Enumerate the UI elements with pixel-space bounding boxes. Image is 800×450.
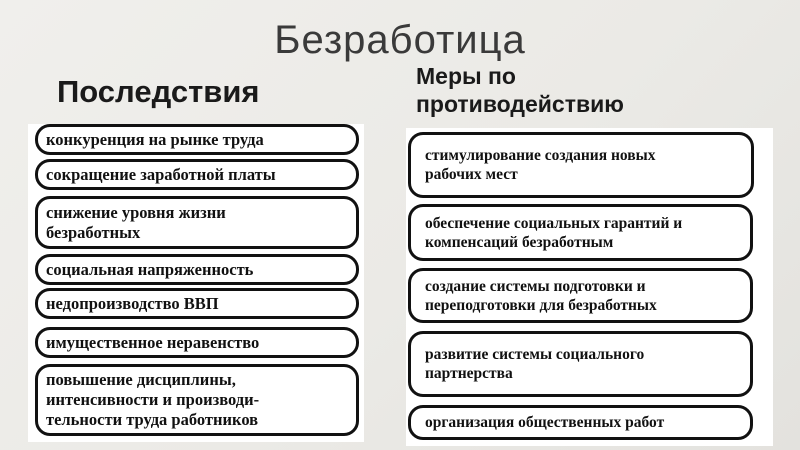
- consequences-heading: Последствия: [57, 74, 260, 109]
- measures-panel: [406, 128, 773, 446]
- measures-heading: Меры по противодействию: [416, 63, 624, 117]
- consequence-item: конкуренция на рынке труда: [35, 124, 359, 155]
- consequences-panel: [28, 124, 364, 442]
- measure-item: создание системы подготовки и переподготовки для безработных: [408, 268, 753, 323]
- measure-item: организация общественных работ: [408, 405, 753, 440]
- measure-item: обеспечение социальных гарантий и компенсаций безработным: [408, 204, 753, 261]
- consequence-item: имущественное неравенство: [35, 327, 359, 358]
- consequence-item: недопроизводство ВВП: [35, 288, 359, 319]
- consequence-item: снижение уровня жизни безработных: [35, 196, 359, 249]
- consequence-item: повышение дисциплины, интенсивности и производи- тельности труда работников: [35, 364, 359, 436]
- slide-title: Безработица: [274, 18, 526, 62]
- measure-item: развитие системы социального партнерства: [408, 331, 753, 397]
- consequence-item: сокращение заработной платы: [35, 159, 359, 190]
- measure-item: стимулирование создания новых рабочих мест: [408, 132, 754, 198]
- consequence-item: социальная напряженность: [35, 254, 359, 285]
